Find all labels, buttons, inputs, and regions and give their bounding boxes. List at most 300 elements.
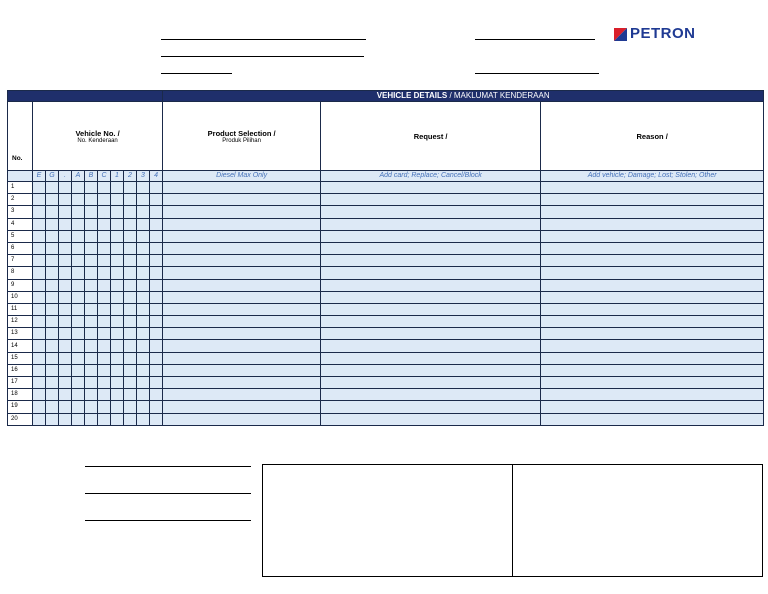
plate-char-cell[interactable]	[124, 182, 137, 194]
reason-cell[interactable]	[541, 340, 764, 352]
plate-char-cell[interactable]	[98, 218, 111, 230]
plate-char-cell[interactable]	[150, 182, 163, 194]
signature-box-right[interactable]	[512, 464, 763, 577]
plate-char-cell[interactable]	[137, 364, 150, 376]
plate-char-cell[interactable]	[33, 194, 46, 206]
row-number: 4	[8, 218, 33, 230]
product-cell[interactable]	[163, 291, 321, 303]
plate-char-cell[interactable]	[111, 328, 124, 340]
plate-char-cell[interactable]	[111, 340, 124, 352]
product-cell[interactable]	[163, 389, 321, 401]
plate-char-cell[interactable]	[111, 291, 124, 303]
request-cell[interactable]	[321, 364, 541, 376]
plate-char-cell[interactable]	[33, 401, 46, 413]
plate-char-cell[interactable]	[124, 303, 137, 315]
reason-cell[interactable]	[541, 255, 764, 267]
plate-char-cell[interactable]	[98, 389, 111, 401]
plate-char-cell[interactable]	[98, 401, 111, 413]
plate-char-cell[interactable]	[150, 291, 163, 303]
request-cell[interactable]	[321, 389, 541, 401]
banner-left	[8, 91, 163, 102]
bottom-line-1[interactable]	[85, 466, 251, 467]
plate-char-cell[interactable]	[98, 182, 111, 194]
plate-char-cell[interactable]	[46, 316, 59, 328]
plate-char-cell[interactable]	[72, 401, 85, 413]
plate-char-cell[interactable]	[59, 279, 72, 291]
reason-cell[interactable]	[541, 218, 764, 230]
plate-char-cell[interactable]	[46, 340, 59, 352]
reason-cell[interactable]	[541, 352, 764, 364]
plate-char-cell[interactable]	[111, 303, 124, 315]
header-reason	[541, 102, 764, 171]
plate-char-cell[interactable]	[111, 194, 124, 206]
reason-cell[interactable]	[541, 303, 764, 315]
plate-char-cell[interactable]	[85, 377, 98, 389]
plate-char-cell[interactable]	[85, 340, 98, 352]
plate-char-cell[interactable]	[111, 230, 124, 242]
plate-char-cell[interactable]	[137, 413, 150, 425]
plate-char-cell[interactable]	[59, 352, 72, 364]
plate-char-cell[interactable]	[46, 352, 59, 364]
plate-char-cell[interactable]	[85, 182, 98, 194]
plate-char-cell[interactable]	[98, 230, 111, 242]
plate-char-cell[interactable]	[111, 267, 124, 279]
plate-char-cell[interactable]	[137, 242, 150, 254]
blank-line-3[interactable]	[161, 73, 232, 74]
request-cell[interactable]	[321, 377, 541, 389]
plate-char-cell[interactable]	[85, 328, 98, 340]
plate-char-cell[interactable]	[72, 267, 85, 279]
reason-cell[interactable]	[541, 328, 764, 340]
plate-char-cell[interactable]	[59, 316, 72, 328]
plate-char-cell[interactable]	[59, 206, 72, 218]
request-cell[interactable]	[321, 328, 541, 340]
plate-char-cell[interactable]	[124, 389, 137, 401]
request-cell[interactable]	[321, 316, 541, 328]
table-row	[8, 413, 764, 425]
plate-char-cell[interactable]	[124, 328, 137, 340]
reason-cell[interactable]	[541, 206, 764, 218]
plate-char-cell[interactable]	[72, 364, 85, 376]
plate-char-cell[interactable]	[137, 316, 150, 328]
plate-char-cell[interactable]	[33, 340, 46, 352]
header-product	[163, 102, 321, 171]
plate-char-cell[interactable]	[111, 316, 124, 328]
plate-char-cell[interactable]	[46, 206, 59, 218]
request-cell[interactable]	[321, 340, 541, 352]
product-cell[interactable]	[163, 413, 321, 425]
plate-char-cell[interactable]	[150, 303, 163, 315]
plate-char-cell[interactable]	[137, 279, 150, 291]
blank-line-2[interactable]	[161, 56, 364, 57]
request-cell[interactable]	[321, 352, 541, 364]
request-cell[interactable]	[321, 413, 541, 425]
bottom-line-3[interactable]	[85, 520, 251, 521]
plate-char-cell[interactable]	[98, 413, 111, 425]
product-cell[interactable]	[163, 218, 321, 230]
plate-char-cell[interactable]	[98, 340, 111, 352]
reason-cell[interactable]	[541, 364, 764, 376]
plate-char-cell[interactable]	[85, 267, 98, 279]
plate-char-cell[interactable]	[137, 303, 150, 315]
plate-char-cell[interactable]	[150, 401, 163, 413]
plate-char-cell[interactable]	[150, 230, 163, 242]
plate-char-cell[interactable]	[85, 413, 98, 425]
plate-char-cell[interactable]	[98, 316, 111, 328]
plate-char-cell[interactable]	[124, 291, 137, 303]
reason-cell[interactable]	[541, 267, 764, 279]
plate-char-cell[interactable]	[46, 218, 59, 230]
reason-cell[interactable]	[541, 291, 764, 303]
plate-char-cell[interactable]	[46, 267, 59, 279]
plate-char-cell[interactable]	[46, 303, 59, 315]
table-row	[8, 377, 764, 389]
plate-char-cell[interactable]	[72, 279, 85, 291]
plate-char-cell[interactable]	[59, 377, 72, 389]
plate-char-cell[interactable]	[124, 206, 137, 218]
plate-char-cell[interactable]	[124, 230, 137, 242]
plate-char-cell[interactable]	[33, 413, 46, 425]
reason-cell[interactable]	[541, 389, 764, 401]
plate-char-cell[interactable]	[98, 242, 111, 254]
product-cell[interactable]	[163, 194, 321, 206]
product-cell[interactable]	[163, 182, 321, 194]
plate-char-cell[interactable]	[124, 352, 137, 364]
request-cell[interactable]	[321, 401, 541, 413]
plate-char-cell[interactable]	[46, 255, 59, 267]
product-cell[interactable]	[163, 340, 321, 352]
product-cell[interactable]	[163, 206, 321, 218]
plate-char-cell[interactable]	[137, 206, 150, 218]
plate-char-cell[interactable]	[124, 279, 137, 291]
plate-char-cell[interactable]	[98, 194, 111, 206]
product-cell[interactable]	[163, 230, 321, 242]
plate-char-cell[interactable]	[137, 267, 150, 279]
product-cell[interactable]	[163, 242, 321, 254]
plate-char-cell[interactable]	[111, 218, 124, 230]
plate-char-cell[interactable]	[72, 413, 85, 425]
row-number: 17	[8, 377, 33, 389]
plate-char-cell[interactable]	[59, 340, 72, 352]
header-vehicle-no	[33, 102, 163, 171]
plate-char-cell[interactable]	[59, 242, 72, 254]
plate-char-cell[interactable]	[59, 218, 72, 230]
request-cell[interactable]	[321, 267, 541, 279]
plate-char-cell[interactable]	[85, 303, 98, 315]
plate-char-cell[interactable]	[46, 401, 59, 413]
hint-product: Diesel Max Only	[163, 171, 321, 182]
header-reason-main: Reason /	[636, 131, 668, 141]
product-cell[interactable]	[163, 279, 321, 291]
plate-char-cell[interactable]	[59, 255, 72, 267]
plate-char-cell[interactable]	[33, 389, 46, 401]
plate-char-cell[interactable]	[72, 291, 85, 303]
plate-char-cell[interactable]	[72, 352, 85, 364]
reason-cell[interactable]	[541, 279, 764, 291]
plate-char-cell[interactable]	[85, 255, 98, 267]
plate-char-cell[interactable]	[150, 377, 163, 389]
plate-char-cell[interactable]	[137, 377, 150, 389]
plate-char-cell[interactable]	[137, 352, 150, 364]
reason-cell[interactable]	[541, 316, 764, 328]
product-cell[interactable]	[163, 267, 321, 279]
table-row	[8, 364, 764, 376]
row-number: 15	[8, 352, 33, 364]
signature-box-left[interactable]	[262, 464, 514, 577]
plate-char-cell[interactable]	[46, 182, 59, 194]
plate-char-cell[interactable]	[46, 364, 59, 376]
plate-char-cell[interactable]	[46, 279, 59, 291]
product-cell[interactable]	[163, 352, 321, 364]
blank-line-5[interactable]	[475, 73, 599, 74]
header-vehicle-sub: No. Kenderaan	[77, 137, 118, 144]
plate-char-cell[interactable]	[46, 230, 59, 242]
plate-char-cell[interactable]	[124, 401, 137, 413]
plate-char-cell[interactable]	[72, 206, 85, 218]
plate-char-cell[interactable]	[124, 267, 137, 279]
plate-char-cell[interactable]	[33, 182, 46, 194]
table-row	[8, 194, 764, 206]
blank-line-1[interactable]	[161, 39, 366, 40]
plate-char-cell[interactable]	[85, 230, 98, 242]
plate-char-cell[interactable]	[124, 377, 137, 389]
plate-char-cell[interactable]	[59, 194, 72, 206]
plate-letter: .	[59, 171, 72, 182]
plate-char-cell[interactable]	[98, 328, 111, 340]
table-row	[8, 279, 764, 291]
plate-char-cell[interactable]	[85, 279, 98, 291]
request-cell[interactable]	[321, 194, 541, 206]
plate-char-cell[interactable]	[46, 389, 59, 401]
row-number: 20	[8, 413, 33, 425]
product-cell[interactable]	[163, 303, 321, 315]
plate-char-cell[interactable]	[33, 218, 46, 230]
row-number: 19	[8, 401, 33, 413]
plate-char-cell[interactable]	[33, 303, 46, 315]
plate-char-cell[interactable]	[98, 267, 111, 279]
plate-char-cell[interactable]	[137, 328, 150, 340]
plate-letter: E	[33, 171, 46, 182]
plate-char-cell[interactable]	[111, 364, 124, 376]
plate-char-cell[interactable]	[137, 218, 150, 230]
plate-char-cell[interactable]	[98, 206, 111, 218]
plate-char-cell[interactable]	[111, 413, 124, 425]
product-cell[interactable]	[163, 377, 321, 389]
plate-char-cell[interactable]	[150, 194, 163, 206]
reason-cell[interactable]	[541, 242, 764, 254]
plate-char-cell[interactable]	[137, 340, 150, 352]
request-cell[interactable]	[321, 255, 541, 267]
plate-char-cell[interactable]	[111, 279, 124, 291]
plate-char-cell[interactable]	[85, 389, 98, 401]
product-cell[interactable]	[163, 364, 321, 376]
plate-char-cell[interactable]	[124, 218, 137, 230]
plate-char-cell[interactable]	[150, 206, 163, 218]
plate-char-cell[interactable]	[33, 267, 46, 279]
plate-char-cell[interactable]	[150, 413, 163, 425]
plate-char-cell[interactable]	[85, 316, 98, 328]
plate-char-cell[interactable]	[111, 182, 124, 194]
plate-char-cell[interactable]	[59, 267, 72, 279]
plate-char-cell[interactable]	[59, 291, 72, 303]
plate-char-cell[interactable]	[46, 377, 59, 389]
plate-char-cell[interactable]	[72, 218, 85, 230]
plate-char-cell[interactable]	[150, 364, 163, 376]
row-number: 6	[8, 242, 33, 254]
plate-char-cell[interactable]	[33, 377, 46, 389]
plate-char-cell[interactable]	[150, 340, 163, 352]
plate-char-cell[interactable]	[33, 206, 46, 218]
plate-char-cell[interactable]	[111, 242, 124, 254]
plate-char-cell[interactable]	[59, 364, 72, 376]
plate-char-cell[interactable]	[150, 328, 163, 340]
plate-char-cell[interactable]	[137, 230, 150, 242]
plate-char-cell[interactable]	[137, 182, 150, 194]
plate-char-cell[interactable]	[33, 230, 46, 242]
plate-char-cell[interactable]	[124, 194, 137, 206]
plate-char-cell[interactable]	[46, 242, 59, 254]
plate-char-cell[interactable]	[85, 218, 98, 230]
plate-char-cell[interactable]	[98, 364, 111, 376]
plate-char-cell[interactable]	[33, 291, 46, 303]
plate-char-cell[interactable]	[33, 328, 46, 340]
plate-char-cell[interactable]	[46, 413, 59, 425]
row-number: 14	[8, 340, 33, 352]
request-cell[interactable]	[321, 206, 541, 218]
plate-char-cell[interactable]	[33, 255, 46, 267]
request-cell[interactable]	[321, 182, 541, 194]
plate-char-cell[interactable]	[85, 352, 98, 364]
plate-char-cell[interactable]	[59, 303, 72, 315]
plate-char-cell[interactable]	[72, 182, 85, 194]
plate-char-cell[interactable]	[124, 255, 137, 267]
plate-char-cell[interactable]	[111, 255, 124, 267]
reason-cell[interactable]	[541, 182, 764, 194]
request-cell[interactable]	[321, 303, 541, 315]
plate-char-cell[interactable]	[111, 389, 124, 401]
plate-char-cell[interactable]	[111, 401, 124, 413]
plate-char-cell[interactable]	[150, 316, 163, 328]
reason-cell[interactable]	[541, 377, 764, 389]
plate-char-cell[interactable]	[72, 303, 85, 315]
product-cell[interactable]	[163, 316, 321, 328]
plate-char-cell[interactable]	[59, 328, 72, 340]
plate-char-cell[interactable]	[59, 230, 72, 242]
plate-char-cell[interactable]	[98, 291, 111, 303]
plate-char-cell[interactable]	[59, 413, 72, 425]
row-number: 12	[8, 316, 33, 328]
plate-char-cell[interactable]	[85, 194, 98, 206]
plate-char-cell[interactable]	[72, 255, 85, 267]
plate-char-cell[interactable]	[33, 242, 46, 254]
plate-char-cell[interactable]	[150, 218, 163, 230]
plate-char-cell[interactable]	[85, 242, 98, 254]
plate-char-cell[interactable]	[33, 364, 46, 376]
plate-letter: 3	[137, 171, 150, 182]
plate-char-cell[interactable]	[85, 401, 98, 413]
plate-char-cell[interactable]	[33, 352, 46, 364]
plate-char-cell[interactable]	[59, 389, 72, 401]
plate-char-cell[interactable]	[98, 352, 111, 364]
plate-char-cell[interactable]	[150, 389, 163, 401]
reason-cell[interactable]	[541, 230, 764, 242]
plate-char-cell[interactable]	[98, 377, 111, 389]
plate-char-cell[interactable]	[150, 352, 163, 364]
plate-char-cell[interactable]	[111, 206, 124, 218]
plate-char-cell[interactable]	[85, 206, 98, 218]
plate-char-cell[interactable]	[72, 316, 85, 328]
table-row	[8, 352, 764, 364]
plate-char-cell[interactable]	[137, 291, 150, 303]
plate-char-cell[interactable]	[72, 230, 85, 242]
plate-char-cell[interactable]	[98, 255, 111, 267]
plate-char-cell[interactable]	[124, 413, 137, 425]
plate-char-cell[interactable]	[150, 279, 163, 291]
request-cell[interactable]	[321, 218, 541, 230]
plate-char-cell[interactable]	[111, 377, 124, 389]
request-cell[interactable]	[321, 279, 541, 291]
plate-char-cell[interactable]	[59, 401, 72, 413]
plate-char-cell[interactable]	[98, 303, 111, 315]
product-cell[interactable]	[163, 328, 321, 340]
plate-char-cell[interactable]	[72, 377, 85, 389]
plate-char-cell[interactable]	[46, 328, 59, 340]
plate-char-cell[interactable]	[137, 255, 150, 267]
plate-char-cell[interactable]	[72, 389, 85, 401]
plate-char-cell[interactable]	[33, 316, 46, 328]
plate-char-cell[interactable]	[150, 267, 163, 279]
plate-char-cell[interactable]	[46, 194, 59, 206]
plate-char-cell[interactable]	[59, 182, 72, 194]
row-number: 16	[8, 364, 33, 376]
bottom-line-2[interactable]	[85, 493, 251, 494]
table-banner	[163, 91, 764, 102]
plate-char-cell[interactable]	[72, 242, 85, 254]
plate-char-cell[interactable]	[111, 352, 124, 364]
plate-char-cell[interactable]	[46, 291, 59, 303]
plate-char-cell[interactable]	[33, 279, 46, 291]
plate-char-cell[interactable]	[98, 279, 111, 291]
plate-char-cell[interactable]	[72, 328, 85, 340]
plate-char-cell[interactable]	[124, 364, 137, 376]
product-cell[interactable]	[163, 401, 321, 413]
blank-line-4[interactable]	[475, 39, 595, 40]
plate-char-cell[interactable]	[72, 340, 85, 352]
product-cell[interactable]	[163, 255, 321, 267]
plate-char-cell[interactable]	[137, 194, 150, 206]
plate-char-cell[interactable]	[124, 316, 137, 328]
header-product-sub: Produk Pilihan	[222, 137, 261, 144]
plate-char-cell[interactable]	[150, 242, 163, 254]
plate-char-cell[interactable]	[124, 340, 137, 352]
request-cell[interactable]	[321, 291, 541, 303]
request-cell[interactable]	[321, 230, 541, 242]
reason-cell[interactable]	[541, 401, 764, 413]
plate-char-cell[interactable]	[137, 389, 150, 401]
row-number: 7	[8, 255, 33, 267]
plate-char-cell[interactable]	[137, 401, 150, 413]
plate-char-cell[interactable]	[124, 242, 137, 254]
reason-cell[interactable]	[541, 194, 764, 206]
plate-char-cell[interactable]	[150, 255, 163, 267]
plate-char-cell[interactable]	[72, 194, 85, 206]
plate-char-cell[interactable]	[85, 291, 98, 303]
reason-cell[interactable]	[541, 413, 764, 425]
request-cell[interactable]	[321, 242, 541, 254]
banner-subtitle: / MAKLUMAT KENDERAAN	[447, 91, 550, 100]
plate-char-cell[interactable]	[85, 364, 98, 376]
petron-logo	[614, 26, 696, 42]
